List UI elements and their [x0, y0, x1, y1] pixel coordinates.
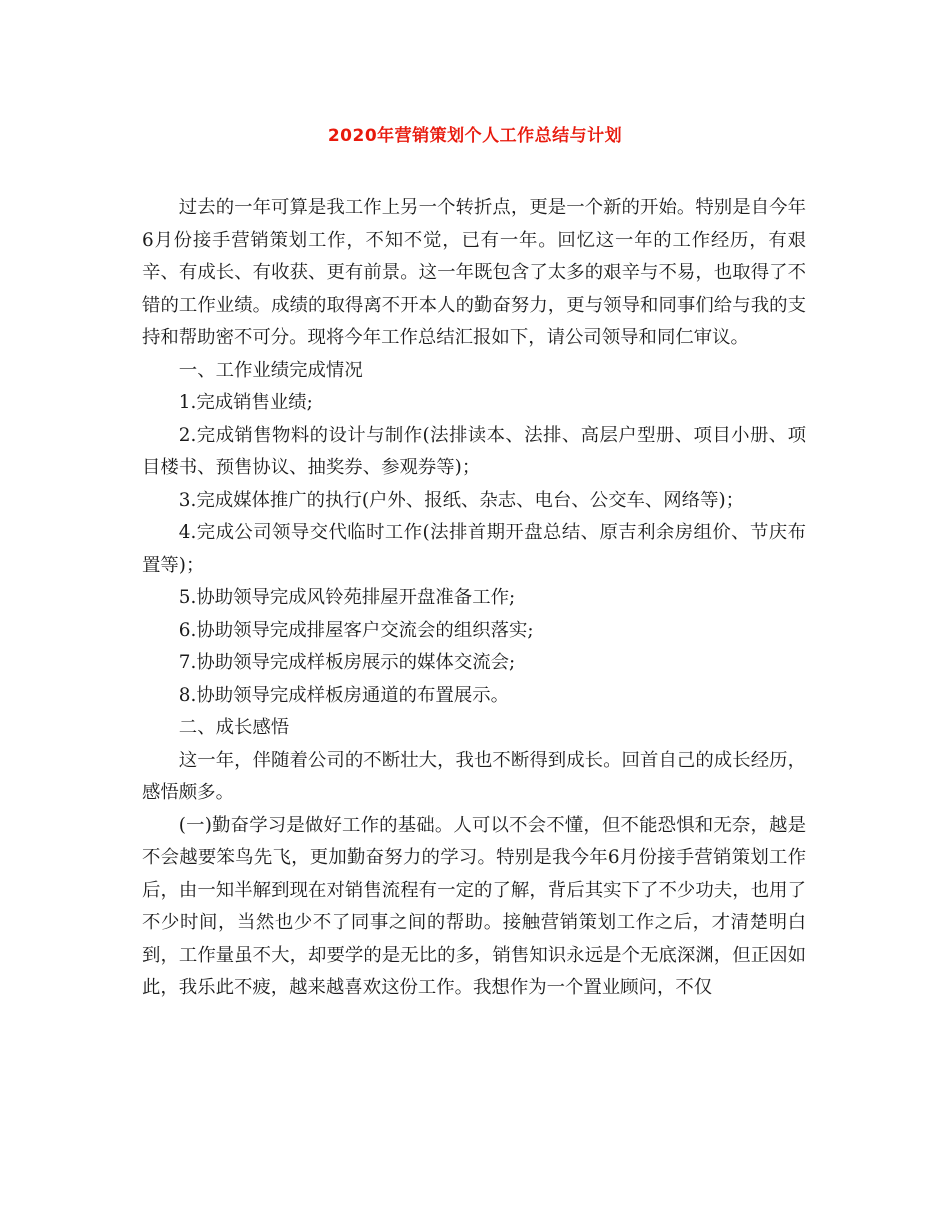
document-title: 2020年营销策划个人工作总结与计划 — [327, 126, 623, 146]
list-item: 6.协助领导完成排屋客户交流会的组织落实; — [178, 619, 534, 641]
list-item: 3.完成媒体推广的执行(户外、报纸、杂志、电台、公交车、网络等)； — [178, 489, 745, 511]
document-body — [142, 192, 806, 1005]
section-heading-growth: 二、成长感悟 — [178, 717, 290, 738]
paragraph-intro: 过去的一年可算是我工作上另一个转折点，更是一个新的开始。特别是自今年6月份接手营销策划工作，不知不觉，已有一年。回忆这一年的工作经历，有艰辛、有成长、有收获、更有前景。这一年既包含了太多的艰辛与不易，也取得了不错的工作业绩。成绩的取得离不开本人的勤奋努力，更与领导和同事们给与我的支持和帮助密不可分。现将今年工作总结汇报如下，请公司领导和同仁审议。 — [142, 197, 806, 348]
list-item: 1.完成销售业绩; — [178, 392, 313, 413]
list-item: 5.协助领导完成风铃苑排屋开盘准备工作; — [178, 587, 516, 608]
section-heading-achievements: 一、工作业绩完成情况 — [178, 359, 363, 381]
list-item: 2.完成销售物料的设计与制作(法排读本、法排、高层户型册、项目小册、项目楼书、预售协议、抽奖券、参观券等)； — [142, 424, 806, 478]
paragraph-learning: (一)勤奋学习是做好工作的基础。人可以不会不懂，但不能恐惧和无奈，越是不会越要笨鸟先飞，更加勤奋努力的学习。特别是我今年6月份接手营销策划工作后，由一知半解到现在对销售流程有一定的了解，背后其实下了不少功夫，也用了不少时间，当然也少不了同事之间的帮助。接触营销策划工作之后，才清楚明白到，工作量虽不大，却要学的是无比的多，销售知识永远是个无底深渊，但正因如此，我乐此不疲，越来越喜欢这份工作。我想作为一个置业顾问，不仅 — [142, 814, 806, 998]
list-item: 7.协助领导完成样板房展示的媒体交流会; — [178, 652, 516, 673]
list-item: 8.协助领导完成样板房通道的布置展示。 — [178, 684, 509, 706]
paragraph-growth-intro: 这一年，伴随着公司的不断壮大，我也不断得到成长。回首自己的成长经历，感悟颇多。 — [142, 749, 806, 803]
list-item: 4.完成公司领导交代临时工作(法排首期开盘总结、原吉利余房组价、节庆布置等)； — [142, 522, 806, 576]
